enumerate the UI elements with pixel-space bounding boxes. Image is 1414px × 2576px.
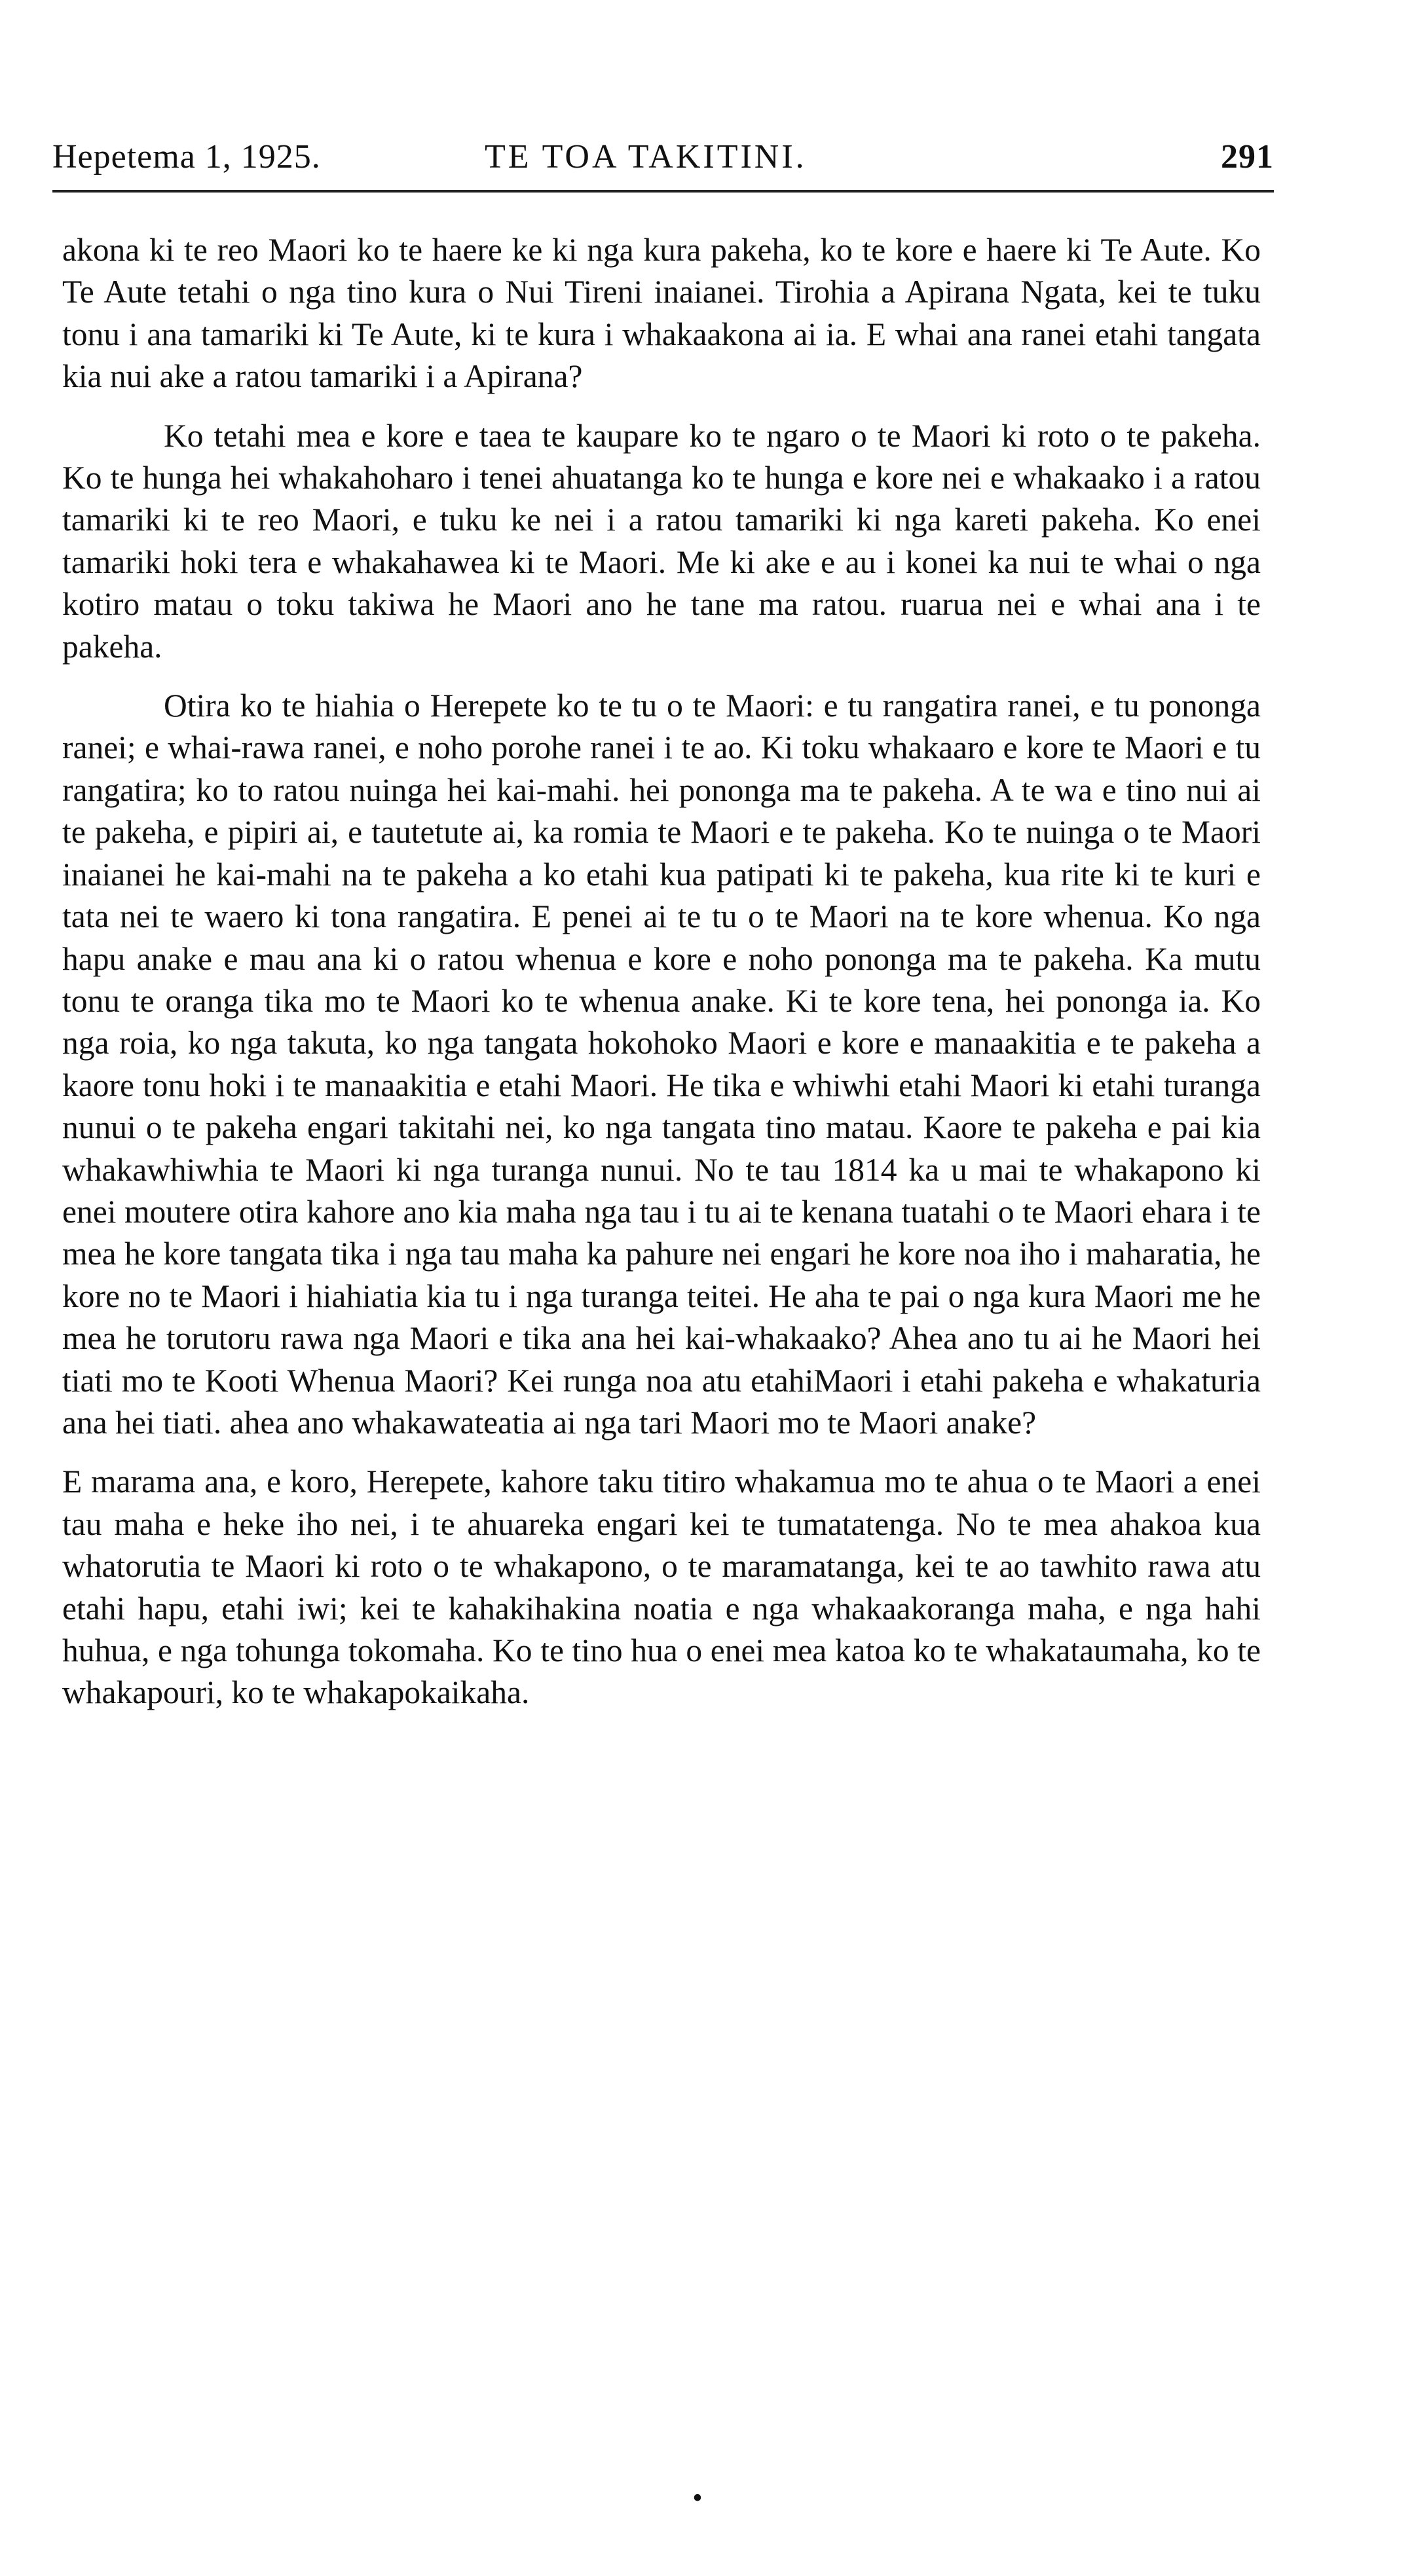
paragraph-3: Otira ko te hiahia o Herepete ko te tu o te Maori: e tu rangatira ranei, e tu pononga ranei; e whai-rawa ranei, e noho porohe ranei i te ao. Ki toku whakaaro e kore te Maori e tu rangatira; ko to ratou nuinga hei kai-mahi. hei pononga ma te pakeha. A te wa e tino nui ai te pakeha, e pipiri ai, e tautetute ai, ka romia te Maori e te pakeha. Ko te nuinga o te Maori inaianei he kai-mahi na te pakeha a ko etahi kua patipati ki te pakeha, kua rite ki te kuri e tata nei te waero ki tona rangatira. E penei ai te tu o te Maori na te kore whenua. Ko nga hapu anake e mau ana ki o ratou whenua e kore e noho pononga ma te pakeha. Ka mutu tonu te oranga tika mo te Maori ko te whenua anake. Ki te kore tena, hei pononga ia. Ko nga roia, ko nga takuta, ko nga tangata hokohoko Maori e kore e manaakitia e te pakeha a kaore tonu hoki i te manaakitia e etahi Maori. He tika e whiwhi etahi Maori ki etahi turanga nunui o te pakeha engari takitahi nei, ko nga tangata tino matau. Kaore te pakeha e pai kia whakawhiwhia te Maori ki nga turanga nunui. No te tau 1814 ka u mai te whakapono ki enei moutere otira kahore ano kia maha nga tau i tu ai te kenana tuatahi o te Maori ehara i te mea he kore tangata tika i nga tau maha ka pahure nei engari he kore noa iho i maharatia, he kore no te Maori i hiahiatia kia tu i nga turanga teitei. He aha te pai o nga kura Maori me he mea he torutoru rawa nga Maori e tika ana hei kai-whakaako? Ahea ano tu ai he Maori hei tiati mo te Kooti Whenua Maori? Kei runga noa atu etahiMaori i etahi pakeha e whakaturia ana hei tiati. ahea ano whakawateatia ai nga tari Maori mo te Maori anake? — [62, 688, 1261, 1441]
header-date: Hepetema 1, 1925. — [52, 138, 321, 175]
header-rule — [52, 190, 1274, 193]
paragraph-1: akona ki te reo Maori ko te haere ke ki nga kura pakeha, ko te kore e haere ki Te Aute. Ko Te Aute tetahi o nga tino kura o Nui Tireni inaianei. Tirohia a Apirana Ngata, kei te tuku tonu i ana tamariki ki Te Aute, ki te kura i whakaakona ai ia. E whai ana ranei etahi tangata kia nui ake a ratou tamariki i a Apirana? — [62, 232, 1261, 395]
running-header — [52, 131, 1274, 183]
paragraph-4: E marama ana, e koro, Herepete, kahore taku titiro whakamua mo te ahua o te Maori a enei tau maha e heke iho nei, i te ahuareka engari kei te tumatatenga. No te mea ahakoa kua whatorutia te Maori ki roto o te whakapono, o te maramatanga, kei te ao tawhito rawa atu etahi hapu, etahi iwi; kei te kahakihakina noatia e nga whakaakoranga maha, e nga hahi huhua, e nga tohunga tokomaha. Ko te tino hua o enei mea katoa ko te whakataumaha, ko te whakapouri, ko te whakapokaikaha. — [62, 1463, 1261, 1711]
paragraph-2: Ko tetahi mea e kore e taea te kaupare ko te ngaro o te Maori ki roto o te pakeha. Ko te hunga hei whakahoharo i tenei ahuatanga ko te hunga e kore nei e whakaako i a ratou tamariki ki te reo Maori, e tuku ke nei i a ratou tamariki ki nga kareti pakeha. Ko enei tamariki hoki tera e whakahawea ki te Maori. Me ki ake e au i konei ka nui te whai o nga kotiro matau o toku takiwa he Maori ano he tane ma ratou. ruarua nei e whai ana i te pakeha. — [62, 417, 1261, 665]
page-number: 291 — [1221, 138, 1274, 175]
article-body — [62, 229, 1261, 1731]
journal-title: TE TOA TAKITINI. — [485, 138, 807, 175]
footer-mark: • — [692, 2482, 703, 2514]
